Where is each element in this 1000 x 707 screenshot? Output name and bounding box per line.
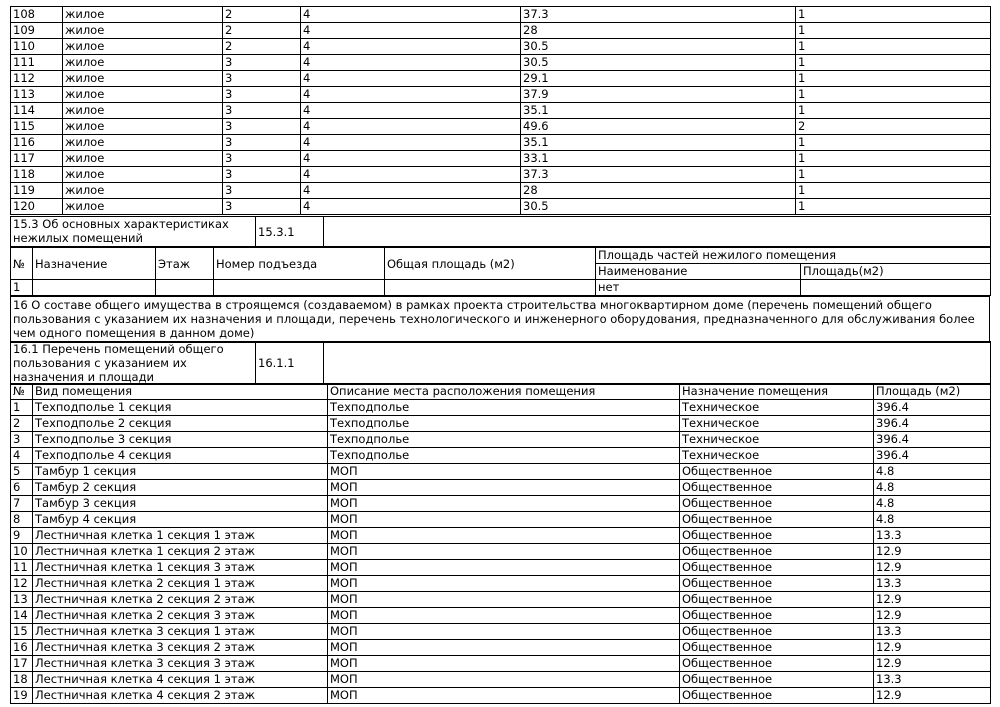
nonresidential-table (10, 247, 991, 296)
cell-loc: МОП (328, 688, 680, 704)
cell-loc: МОП (328, 608, 680, 624)
cell-loc: Техподполье (328, 416, 680, 432)
cell-floor: 3 (223, 71, 301, 87)
cell-entrance: 4 (301, 7, 521, 23)
cell-area: 37.3 (521, 7, 796, 23)
cell-area: 29.1 (521, 71, 796, 87)
cell-purpose: Общественное (680, 656, 874, 672)
cell-kind: Лестничная клетка 2 секция 2 этаж (33, 592, 328, 608)
table-row (11, 87, 991, 103)
table-row (11, 103, 991, 119)
table-row (11, 688, 991, 704)
cell-entrance: 4 (301, 119, 521, 135)
cell-area: 13.3 (874, 672, 991, 688)
cell-part-name: нет (596, 280, 801, 296)
cell-entrance: 4 (301, 151, 521, 167)
table-row (11, 432, 991, 448)
cell-purpose: Общественное (680, 592, 874, 608)
table-row (11, 400, 991, 416)
cell-type: жилое (63, 7, 223, 23)
cell-loc: МОП (328, 496, 680, 512)
cell-area: 396.4 (874, 432, 991, 448)
header-purpose: Назначение помещения (680, 384, 874, 400)
table-row (11, 464, 991, 480)
cell-n: 12 (11, 576, 33, 592)
cell-floor: 3 (223, 87, 301, 103)
cell-loc: МОП (328, 528, 680, 544)
table-row (11, 544, 991, 560)
cell-area: 12.9 (874, 640, 991, 656)
apartments-table (10, 6, 991, 215)
cell-n: 9 (11, 528, 33, 544)
table-row (11, 55, 991, 71)
cell-area: 37.3 (521, 167, 796, 183)
cell-entrance: 4 (301, 55, 521, 71)
table-row (11, 448, 991, 464)
table-row (11, 280, 991, 296)
cell-loc: МОП (328, 592, 680, 608)
table-row (11, 576, 991, 592)
cell-n: 14 (11, 608, 33, 624)
cell-rooms: 1 (796, 71, 991, 87)
cell-loc: МОП (328, 480, 680, 496)
cell-floor: 2 (223, 23, 301, 39)
table-row (11, 656, 991, 672)
cell-area: 396.4 (874, 448, 991, 464)
cell-kind: Тамбур 3 секция (33, 496, 328, 512)
cell-purpose: Общественное (680, 480, 874, 496)
cell-n: 10 (11, 544, 33, 560)
cell-n: 7 (11, 496, 33, 512)
cell-rooms: 1 (796, 39, 991, 55)
header-n: № (11, 248, 33, 280)
cell-area: 4.8 (874, 464, 991, 480)
cell-area: 4.8 (874, 512, 991, 528)
cell-floor: 3 (223, 135, 301, 151)
cell-kind: Лестничная клетка 3 секция 3 этаж (33, 656, 328, 672)
cell-area: 12.9 (874, 688, 991, 704)
cell-area: 28 (521, 23, 796, 39)
cell-kind: Лестничная клетка 1 секция 3 этаж (33, 560, 328, 576)
cell-entrance: 4 (301, 199, 521, 215)
cell-rooms: 1 (796, 23, 991, 39)
table-row (11, 135, 991, 151)
cell-n: 3 (11, 432, 33, 448)
section-code: 15.3.1 (256, 217, 324, 247)
header-parts: Площадь частей нежилого помещения (596, 248, 991, 264)
table-row (11, 183, 991, 199)
cell-n: 1 (11, 400, 33, 416)
header-area: Площадь (м2) (874, 384, 991, 400)
cell-area: 396.4 (874, 416, 991, 432)
cell-n: 119 (11, 183, 63, 199)
cell-type: жилое (63, 71, 223, 87)
cell-loc: МОП (328, 512, 680, 528)
cell-area: 30.5 (521, 39, 796, 55)
cell-kind: Лестничная клетка 4 секция 1 этаж (33, 672, 328, 688)
cell-area: 37.9 (521, 87, 796, 103)
table-row (11, 496, 991, 512)
cell-n: 2 (11, 416, 33, 432)
cell-loc: Техподполье (328, 432, 680, 448)
table-row (11, 560, 991, 576)
cell-kind: Лестничная клетка 1 секция 1 этаж (33, 528, 328, 544)
header-floor: Этаж (156, 248, 214, 280)
table-row (11, 640, 991, 656)
cell-kind: Лестничная клетка 1 секция 2 этаж (33, 544, 328, 560)
cell-type: жилое (63, 55, 223, 71)
cell-n: 111 (11, 55, 63, 71)
cell-type: жилое (63, 23, 223, 39)
table-row (11, 416, 991, 432)
cell-rooms: 1 (796, 135, 991, 151)
cell-floor: 3 (223, 103, 301, 119)
cell-n: 1 (11, 280, 33, 296)
cell-purpose: Техническое (680, 400, 874, 416)
cell-n: 118 (11, 167, 63, 183)
cell-n: 117 (11, 151, 63, 167)
cell-n: 11 (11, 560, 33, 576)
table-row (11, 512, 991, 528)
cell-floor: 2 (223, 39, 301, 55)
section-16 (10, 296, 990, 343)
cell-entrance: 4 (301, 103, 521, 119)
cell-loc: МОП (328, 464, 680, 480)
header-kind: Вид помещения (33, 384, 328, 400)
cell-n: 114 (11, 103, 63, 119)
cell-kind: Техподполье 4 секция (33, 448, 328, 464)
cell-entrance: 4 (301, 135, 521, 151)
cell-kind: Тамбур 2 секция (33, 480, 328, 496)
cell-entrance: 4 (301, 87, 521, 103)
cell-n: 19 (11, 688, 33, 704)
table-row (11, 608, 991, 624)
cell-rooms: 1 (796, 151, 991, 167)
cell-n: 115 (11, 119, 63, 135)
header-part-area: Площадь(м2) (801, 264, 991, 280)
cell-rooms: 2 (796, 119, 991, 135)
cell-purpose: Общественное (680, 528, 874, 544)
cell-purpose: Общественное (680, 576, 874, 592)
cell-entrance: 4 (301, 71, 521, 87)
cell-kind: Тамбур 1 секция (33, 464, 328, 480)
cell-n: 17 (11, 656, 33, 672)
cell-floor: 3 (223, 151, 301, 167)
cell-purpose: Техническое (680, 432, 874, 448)
cell-type: жилое (63, 199, 223, 215)
cell-purpose: Общественное (680, 512, 874, 528)
cell-type: жилое (63, 183, 223, 199)
cell-type: жилое (63, 39, 223, 55)
cell-entrance: 4 (301, 183, 521, 199)
cell-type: жилое (63, 119, 223, 135)
cell-kind: Лестничная клетка 2 секция 3 этаж (33, 608, 328, 624)
table-row (11, 592, 991, 608)
cell-kind: Лестничная клетка 4 секция 2 этаж (33, 688, 328, 704)
section-15-3 (10, 216, 991, 247)
cell-n: 4 (11, 448, 33, 464)
cell-area: 396.4 (874, 400, 991, 416)
cell-area: 35.1 (521, 103, 796, 119)
cell-entrance: 4 (301, 39, 521, 55)
cell-loc: МОП (328, 656, 680, 672)
cell-area: 4.8 (874, 496, 991, 512)
cell-n: 16 (11, 640, 33, 656)
cell-rooms: 1 (796, 183, 991, 199)
header-location: Описание места расположения помещения (328, 384, 680, 400)
cell-purpose: Техническое (680, 448, 874, 464)
cell-kind: Техподполье 3 секция (33, 432, 328, 448)
cell-type: жилое (63, 103, 223, 119)
cell-n: 6 (11, 480, 33, 496)
header-area: Общая площадь (м2) (385, 248, 596, 280)
common-property-table (10, 383, 991, 704)
cell-floor: 3 (223, 183, 301, 199)
cell-loc: Техподполье (328, 400, 680, 416)
table-row (11, 199, 991, 215)
table-row (11, 624, 991, 640)
cell-rooms: 1 (796, 87, 991, 103)
cell-area: 12.9 (874, 608, 991, 624)
cell-kind: Лестничная клетка 2 секция 1 этаж (33, 576, 328, 592)
cell-loc: МОП (328, 624, 680, 640)
cell-area: 4.8 (874, 480, 991, 496)
cell-loc: МОП (328, 672, 680, 688)
cell-n: 110 (11, 39, 63, 55)
cell-purpose: Общественное (680, 624, 874, 640)
cell-area: 13.3 (874, 624, 991, 640)
cell-purpose: Общественное (680, 640, 874, 656)
cell-kind: Техподполье 1 секция (33, 400, 328, 416)
cell-rooms: 1 (796, 103, 991, 119)
table-row (11, 480, 991, 496)
cell-type: жилое (63, 151, 223, 167)
cell-n: 108 (11, 7, 63, 23)
cell-loc: МОП (328, 544, 680, 560)
cell-floor: 3 (223, 119, 301, 135)
cell-kind: Лестничная клетка 3 секция 2 этаж (33, 640, 328, 656)
cell-area: 30.5 (521, 55, 796, 71)
cell-kind: Тамбур 4 секция (33, 512, 328, 528)
cell-kind: Лестничная клетка 3 секция 1 этаж (33, 624, 328, 640)
cell-floor: 3 (223, 55, 301, 71)
cell-n: 116 (11, 135, 63, 151)
table-row (11, 167, 991, 183)
table-row (11, 672, 991, 688)
table-row (11, 23, 991, 39)
cell-loc: МОП (328, 576, 680, 592)
cell-n: 5 (11, 464, 33, 480)
cell-n: 8 (11, 512, 33, 528)
table-row (11, 119, 991, 135)
cell-area: 12.9 (874, 560, 991, 576)
cell-area: 49.6 (521, 119, 796, 135)
cell-n: 15 (11, 624, 33, 640)
cell-loc: МОП (328, 560, 680, 576)
cell-n: 109 (11, 23, 63, 39)
cell-rooms: 1 (796, 199, 991, 215)
cell-floor: 3 (223, 167, 301, 183)
section-16-1 (10, 341, 991, 385)
cell-loc: МОП (328, 640, 680, 656)
cell-area: 30.5 (521, 199, 796, 215)
section-title: 16.1 Перечень помещений общего пользования с указанием их назначения и площади (11, 342, 256, 385)
cell-n: 112 (11, 71, 63, 87)
cell-purpose: Общественное (680, 496, 874, 512)
cell-entrance: 4 (301, 167, 521, 183)
cell-purpose: Техническое (680, 416, 874, 432)
cell-area: 33.1 (521, 151, 796, 167)
cell-kind: Техподполье 2 секция (33, 416, 328, 432)
header-entrance: Номер подъезда (214, 248, 385, 280)
cell-type: жилое (63, 135, 223, 151)
cell-entrance: 4 (301, 23, 521, 39)
cell-type: жилое (63, 167, 223, 183)
cell-n: 13 (11, 592, 33, 608)
table-row (11, 39, 991, 55)
section-title: 15.3 Об основных характеристиках нежилых помещений (11, 217, 256, 247)
cell-rooms: 1 (796, 55, 991, 71)
cell-loc: Техподполье (328, 448, 680, 464)
table-row (11, 151, 991, 167)
cell-purpose: Общественное (680, 672, 874, 688)
table-row (11, 71, 991, 87)
table-row (11, 528, 991, 544)
cell-n: 18 (11, 672, 33, 688)
cell-purpose: Общественное (680, 560, 874, 576)
section-code: 16.1.1 (256, 342, 324, 385)
cell-purpose: Общественное (680, 688, 874, 704)
cell-purpose: Общественное (680, 464, 874, 480)
cell-area: 28 (521, 183, 796, 199)
cell-floor: 3 (223, 199, 301, 215)
header-n: № (11, 384, 33, 400)
header-purpose: Назначение (33, 248, 156, 280)
cell-rooms: 1 (796, 7, 991, 23)
cell-rooms: 1 (796, 167, 991, 183)
header-part-name: Наименование (596, 264, 801, 280)
cell-n: 113 (11, 87, 63, 103)
cell-area: 13.3 (874, 576, 991, 592)
cell-area: 12.9 (874, 592, 991, 608)
cell-n: 120 (11, 199, 63, 215)
cell-area: 12.9 (874, 656, 991, 672)
cell-area: 13.3 (874, 528, 991, 544)
table-row (11, 7, 991, 23)
section-16-text: 16 О составе общего имущества в строящемся (создаваемом) в рамках проекта строительства многоквартирном доме (перечень помещений общего пользования с указанием их назначения и площади, перечень технологического и инженерного оборудования, предназначенного для обслуживания более чем одного помещения в данном доме) (11, 297, 990, 343)
cell-type: жилое (63, 87, 223, 103)
cell-floor: 2 (223, 7, 301, 23)
cell-area: 35.1 (521, 135, 796, 151)
cell-area: 12.9 (874, 544, 991, 560)
cell-purpose: Общественное (680, 608, 874, 624)
cell-purpose: Общественное (680, 544, 874, 560)
